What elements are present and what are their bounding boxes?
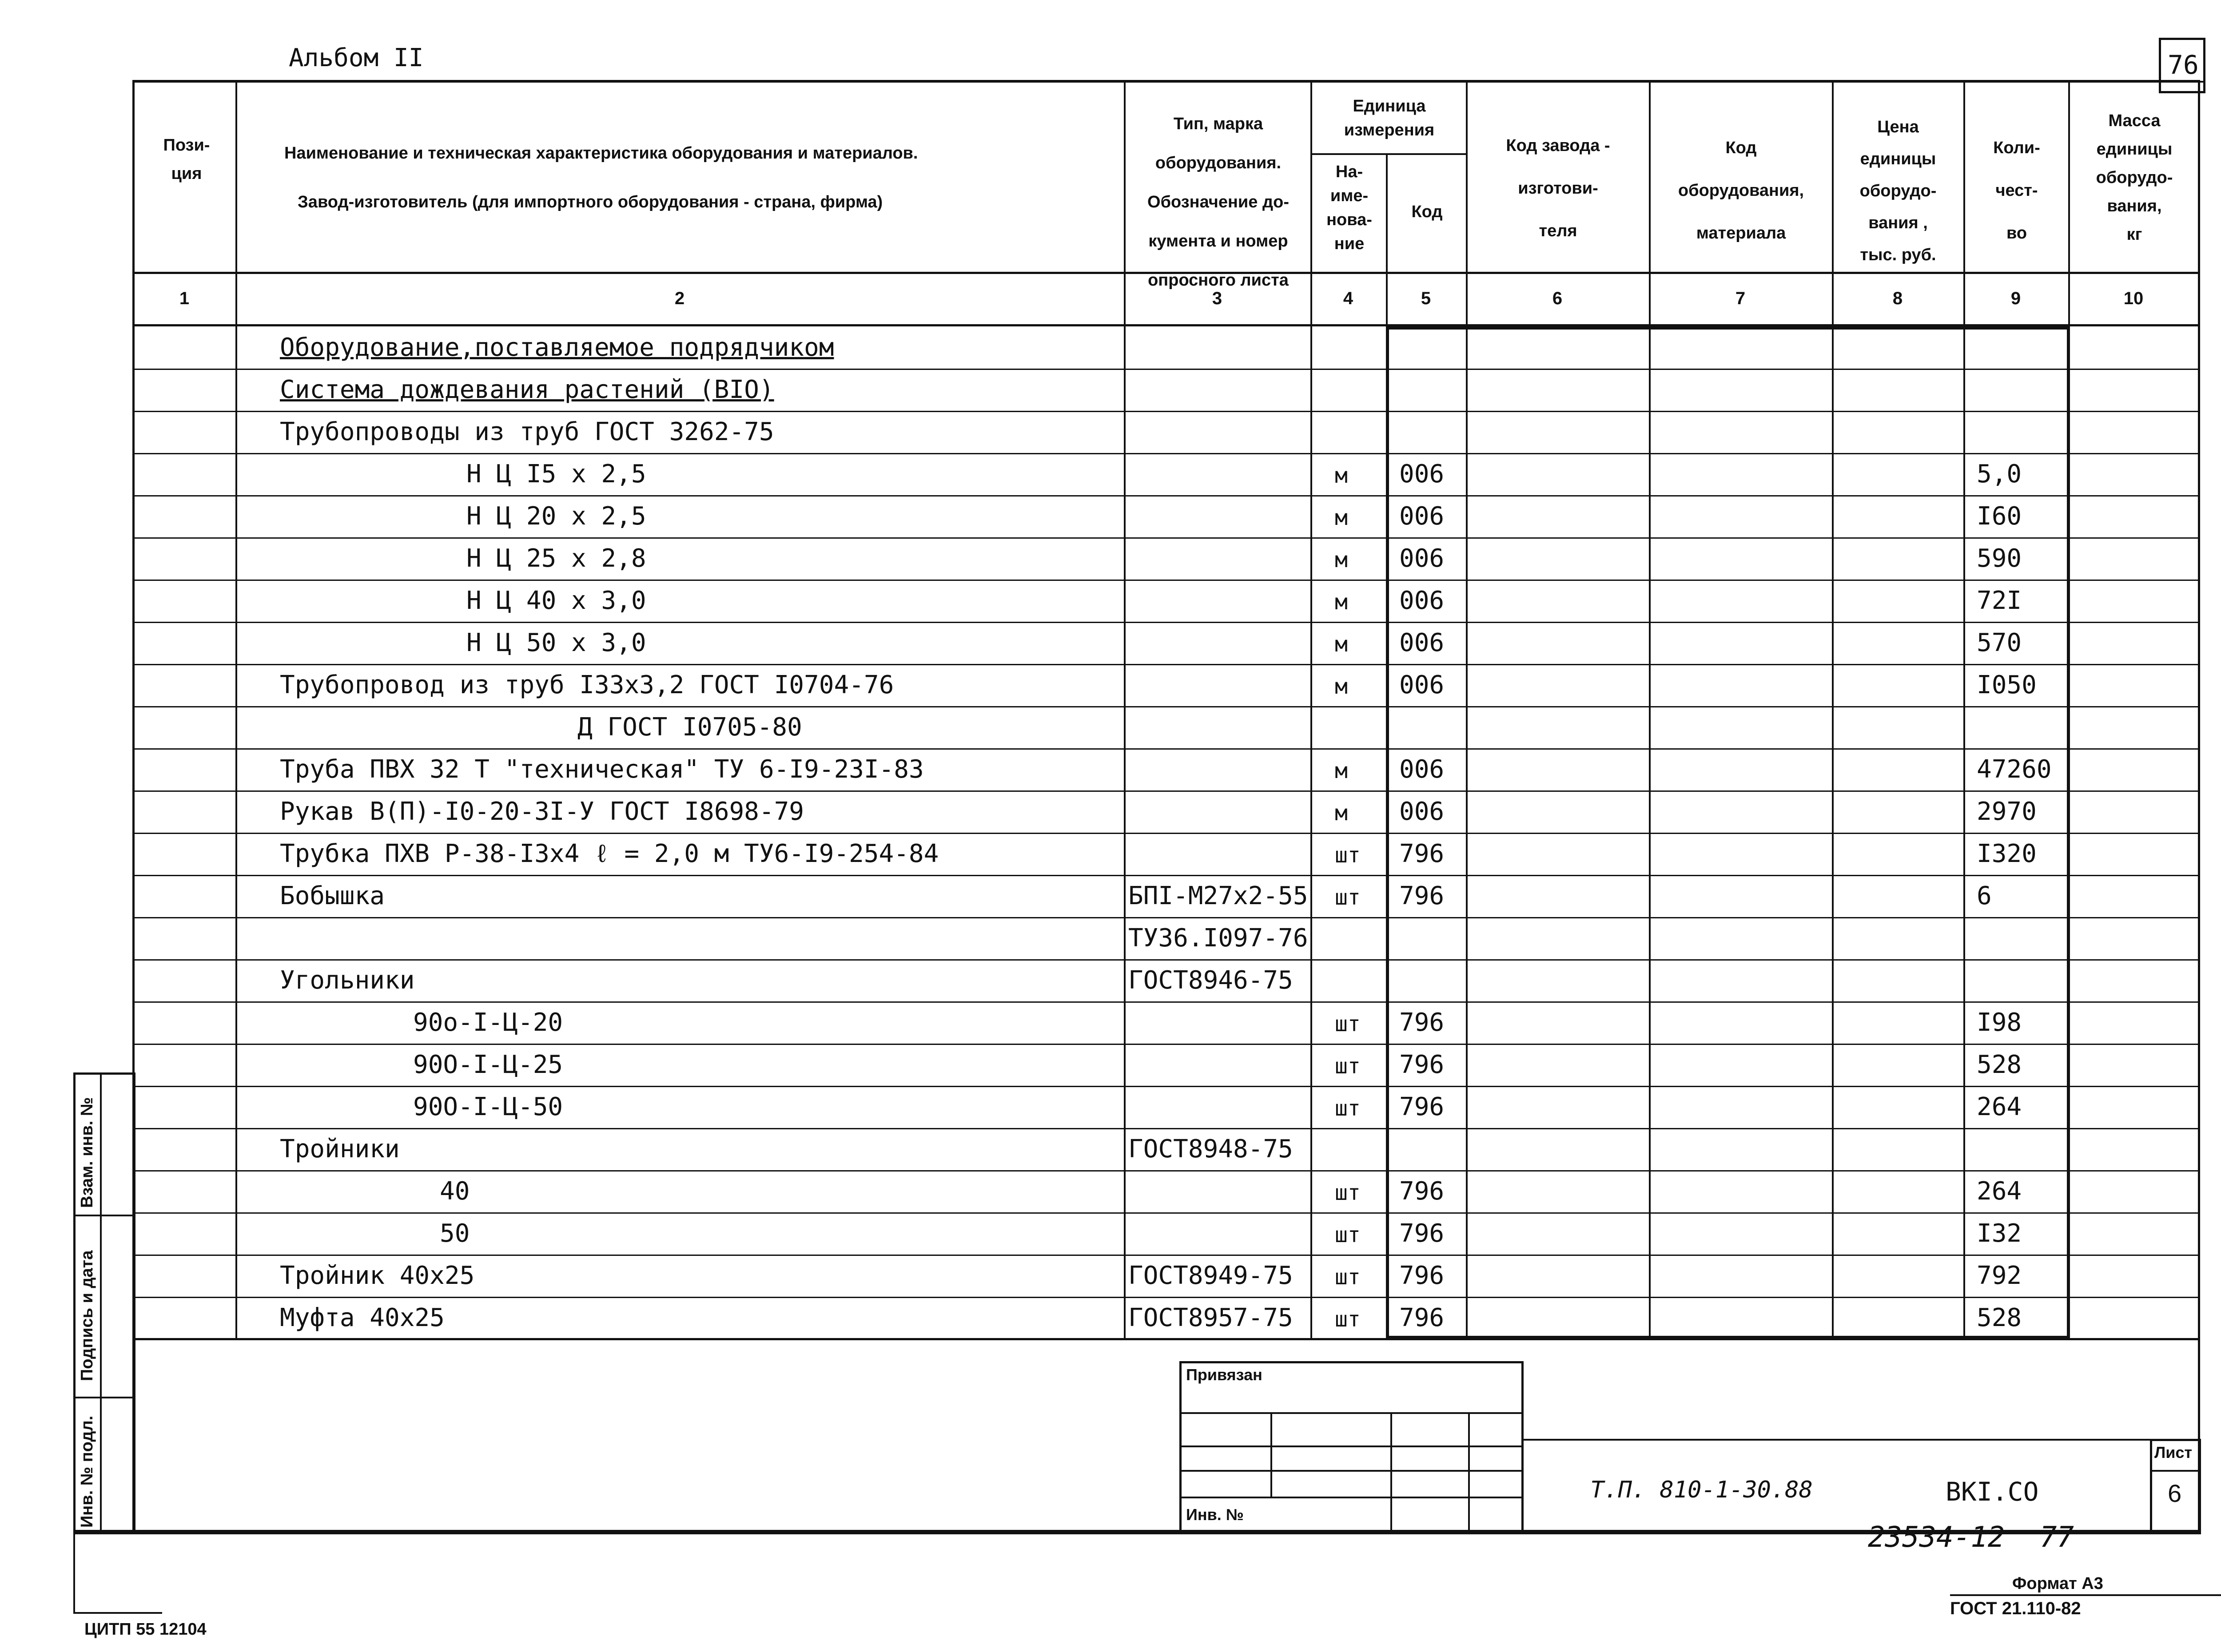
colnum-4: 4	[1343, 289, 1353, 308]
col-line-3	[1310, 81, 1312, 1340]
unit-split-line	[1310, 153, 1467, 155]
row-code: 006	[1399, 628, 1445, 657]
row-name: Тройник 40x25	[280, 1261, 475, 1290]
row-qty: I32	[1977, 1219, 2022, 1248]
row-code: 796	[1399, 1177, 1445, 1206]
row-unit: шт	[1335, 1096, 1361, 1121]
row-qty: I050	[1977, 671, 2037, 699]
privyazan-line-2	[1179, 1446, 1524, 1447]
page-number: 76	[2168, 50, 2199, 80]
colnum-6: 6	[1552, 289, 1563, 308]
col-line-1	[235, 81, 237, 1340]
row-name: Трубопроводы из труб ГОСТ 3262-75	[280, 417, 774, 446]
row-divider	[133, 1297, 2199, 1298]
privyazan-line-4	[1179, 1497, 1524, 1498]
colnum-3: 3	[1212, 289, 1222, 308]
row-divider	[133, 369, 2199, 370]
side-stamp-divider	[100, 1072, 102, 1532]
colnum-7: 7	[1735, 289, 1746, 308]
header-col6: Код завода - изготови- теля	[1506, 136, 1610, 240]
row-name: Н Ц 50 x 3,0	[466, 628, 646, 657]
header-units: Единица измерения	[1344, 97, 1435, 139]
row-divider	[133, 1128, 2199, 1129]
row-code: 796	[1399, 882, 1445, 910]
row-unit: м	[1335, 590, 1348, 615]
header-col7: Код оборудования, материала	[1678, 139, 1804, 242]
row-doc: ГОСТ8957-75	[1128, 1303, 1293, 1332]
row-name: Труба ПВХ 32 Т "техническая" ТУ 6-I9-23I-83	[280, 755, 924, 784]
row-divider	[133, 1001, 2199, 1003]
row-divider	[133, 790, 2199, 792]
side-label-vzam: Взам. инв. №	[78, 1097, 96, 1208]
row-qty: I320	[1977, 839, 2037, 868]
sheet-mark: ВКI.СО	[1946, 1477, 2039, 1507]
row-code: 796	[1399, 1219, 1445, 1248]
row-code: 006	[1399, 544, 1445, 573]
header-col8: Цена единицы оборудо- вания , тыс. руб.	[1859, 118, 1937, 264]
row-qty: 5,0	[1977, 460, 2022, 488]
row-name: Трубопровод из труб I33x3,2 ГОСТ I0704-76	[280, 671, 894, 699]
row-name: Система дождевания растений (BIO)	[280, 375, 774, 404]
row-divider	[133, 1255, 2199, 1256]
row-unit: шт	[1335, 1223, 1361, 1247]
header-col5: Код	[1411, 203, 1443, 221]
row-name: Д ГОСТ I0705-80	[577, 713, 802, 742]
row-name: Муфта 40x25	[280, 1303, 445, 1332]
row-qty: 2970	[1977, 797, 2037, 826]
side-stamp-line-2	[73, 1397, 135, 1398]
row-qty: 528	[1977, 1303, 2022, 1332]
privyazan-vline-3	[1468, 1412, 1470, 1532]
row-name: Н Ц 25 x 2,8	[466, 544, 646, 573]
row-code: 006	[1399, 755, 1445, 784]
side-label-inv: Инв. № подл.	[78, 1415, 96, 1528]
row-divider	[133, 664, 2199, 665]
row-unit: м	[1335, 505, 1348, 530]
privyazan-line-1	[1179, 1412, 1524, 1414]
row-code: 006	[1399, 671, 1445, 699]
row-unit: м	[1335, 548, 1348, 572]
row-divider	[133, 833, 2199, 834]
row-name: 90О-I-Ц-50	[413, 1092, 563, 1121]
list-label: Лист	[2154, 1443, 2193, 1461]
row-doc: ТУ36.I097-76	[1128, 924, 1308, 953]
row-name: Тройники	[280, 1135, 400, 1164]
header-col9: Коли- чест- во	[1993, 139, 2040, 242]
doc-code: Т.П. 810-1-30.88	[1590, 1477, 1813, 1503]
row-unit: шт	[1335, 1307, 1361, 1332]
side-stamp-line-1	[73, 1215, 135, 1216]
row-name: Рукав В(П)-I0-20-3I-У ГОСТ I8698-79	[280, 797, 804, 826]
footer-line	[1950, 1594, 2221, 1596]
row-code: 006	[1399, 586, 1445, 615]
colnum-9: 9	[2010, 289, 2021, 308]
header-col10: Масса единицы оборудо- вания, кг	[2096, 111, 2173, 244]
row-name: Угольники	[280, 966, 415, 995]
row-code: 796	[1399, 1303, 1445, 1332]
row-code: 006	[1399, 797, 1445, 826]
row-name: 40	[440, 1177, 470, 1206]
row-divider	[133, 1212, 2199, 1214]
row-divider	[133, 917, 2199, 918]
row-divider	[133, 1044, 2199, 1045]
left-footer-vline	[73, 1532, 75, 1613]
title-block-top	[1524, 1439, 2201, 1441]
row-qty: 6	[1977, 882, 1992, 910]
row-unit: шт	[1335, 843, 1361, 868]
header-col2: Наименование и техническая характеристика оборудования и материалов. Завод-изготовитель (для импортного оборудования - страна, фирма)	[284, 144, 918, 211]
row-qty: 72I	[1977, 586, 2022, 615]
row-unit: м	[1335, 463, 1348, 488]
row-code: 796	[1399, 1261, 1445, 1290]
row-divider	[133, 622, 2199, 623]
header-col4: На- име- нова- ние	[1326, 163, 1372, 253]
side-label-podpis: Подпись и дата	[78, 1250, 96, 1381]
left-footer-line	[73, 1612, 162, 1614]
row-doc: БПI-M27x2-55	[1128, 882, 1308, 910]
privyazan-vline-2	[1390, 1412, 1392, 1532]
row-divider	[133, 537, 2199, 539]
row-qty: 570	[1977, 628, 2022, 657]
header-col1: Пози- ция	[163, 136, 210, 183]
colnum-8: 8	[1892, 289, 1903, 308]
row-code: 006	[1399, 502, 1445, 531]
row-unit: шт	[1335, 1265, 1361, 1290]
archive-sheet: 77	[2039, 1521, 2074, 1554]
citp-label: ЦИТП 55 12104	[84, 1620, 207, 1639]
row-unit: м	[1335, 758, 1348, 783]
row-qty: 528	[1977, 1050, 2022, 1079]
archive-code: 23534-12	[1868, 1521, 2005, 1554]
privyazan-label: Привязан	[1186, 1366, 1262, 1384]
colnum-1: 1	[179, 289, 190, 308]
row-code: 796	[1399, 1092, 1445, 1121]
privyazan-vline-1	[1270, 1412, 1272, 1497]
format-label: Формат А3	[2012, 1574, 2103, 1593]
row-name: 50	[440, 1219, 470, 1248]
album-title: Альбом II	[289, 44, 424, 72]
row-name: Оборудование,поставляемое подрядчиком	[280, 333, 834, 362]
row-divider	[133, 1086, 2199, 1087]
row-unit: м	[1335, 674, 1348, 699]
row-divider	[133, 959, 2199, 961]
row-divider	[133, 706, 2199, 707]
row-unit: шт	[1335, 1012, 1361, 1036]
row-unit: шт	[1335, 1180, 1361, 1205]
row-name: Трубка ПХВ Р-38-I3x4 ℓ = 2,0 м ТУ6-I9-254-84	[280, 839, 939, 868]
row-name: Бобышка	[280, 882, 385, 910]
col-line-2	[1124, 81, 1126, 1340]
inv-no-label: Инв. №	[1186, 1505, 1244, 1524]
row-divider	[133, 495, 2199, 496]
row-name: 90О-I-Ц-25	[413, 1050, 563, 1079]
privyazan-line-3	[1179, 1470, 1524, 1472]
row-unit: шт	[1335, 885, 1361, 910]
list-number: 6	[2168, 1479, 2182, 1507]
table-bottom-line	[133, 1338, 2199, 1340]
colnum-5: 5	[1421, 289, 1431, 308]
row-name: Н Ц I5 x 2,5	[466, 460, 646, 488]
row-name: Н Ц 40 x 3,0	[466, 586, 646, 615]
row-divider	[133, 411, 2199, 412]
archive-number	[1868, 1521, 2074, 1554]
row-qty: I60	[1977, 502, 2022, 531]
row-qty: I98	[1977, 1008, 2022, 1037]
gost-label: ГОСТ 21.110-82	[1950, 1599, 2081, 1618]
row-divider	[133, 1170, 2199, 1171]
row-qty: 792	[1977, 1261, 2022, 1290]
row-unit: м	[1335, 632, 1348, 657]
row-doc: ГОСТ8946-75	[1128, 966, 1293, 995]
colnum-2: 2	[674, 289, 685, 308]
row-unit: шт	[1335, 1054, 1361, 1079]
row-divider	[133, 453, 2199, 454]
row-qty: 47260	[1977, 755, 2052, 784]
row-qty: 590	[1977, 544, 2022, 573]
row-name: Н Ц 20 x 2,5	[466, 502, 646, 531]
row-doc: ГОСТ8949-75	[1128, 1261, 1293, 1290]
row-unit: м	[1335, 801, 1348, 826]
row-doc: ГОСТ8948-75	[1128, 1135, 1293, 1164]
header-col3: Тип, марка оборудования. Обозначение до- кумента и номер опросного листа	[1147, 115, 1289, 290]
row-code: 796	[1399, 1008, 1445, 1037]
row-divider	[133, 875, 2199, 876]
list-box-divider	[2150, 1470, 2201, 1472]
row-name: 90о-I-Ц-20	[413, 1008, 563, 1037]
row-divider	[133, 580, 2199, 581]
row-code: 796	[1399, 839, 1445, 868]
colnum-10: 10	[2123, 289, 2144, 308]
row-code: 796	[1399, 1050, 1445, 1079]
row-qty: 264	[1977, 1092, 2022, 1121]
row-code: 006	[1399, 460, 1445, 488]
row-divider	[133, 748, 2199, 750]
row-qty: 264	[1977, 1177, 2022, 1206]
